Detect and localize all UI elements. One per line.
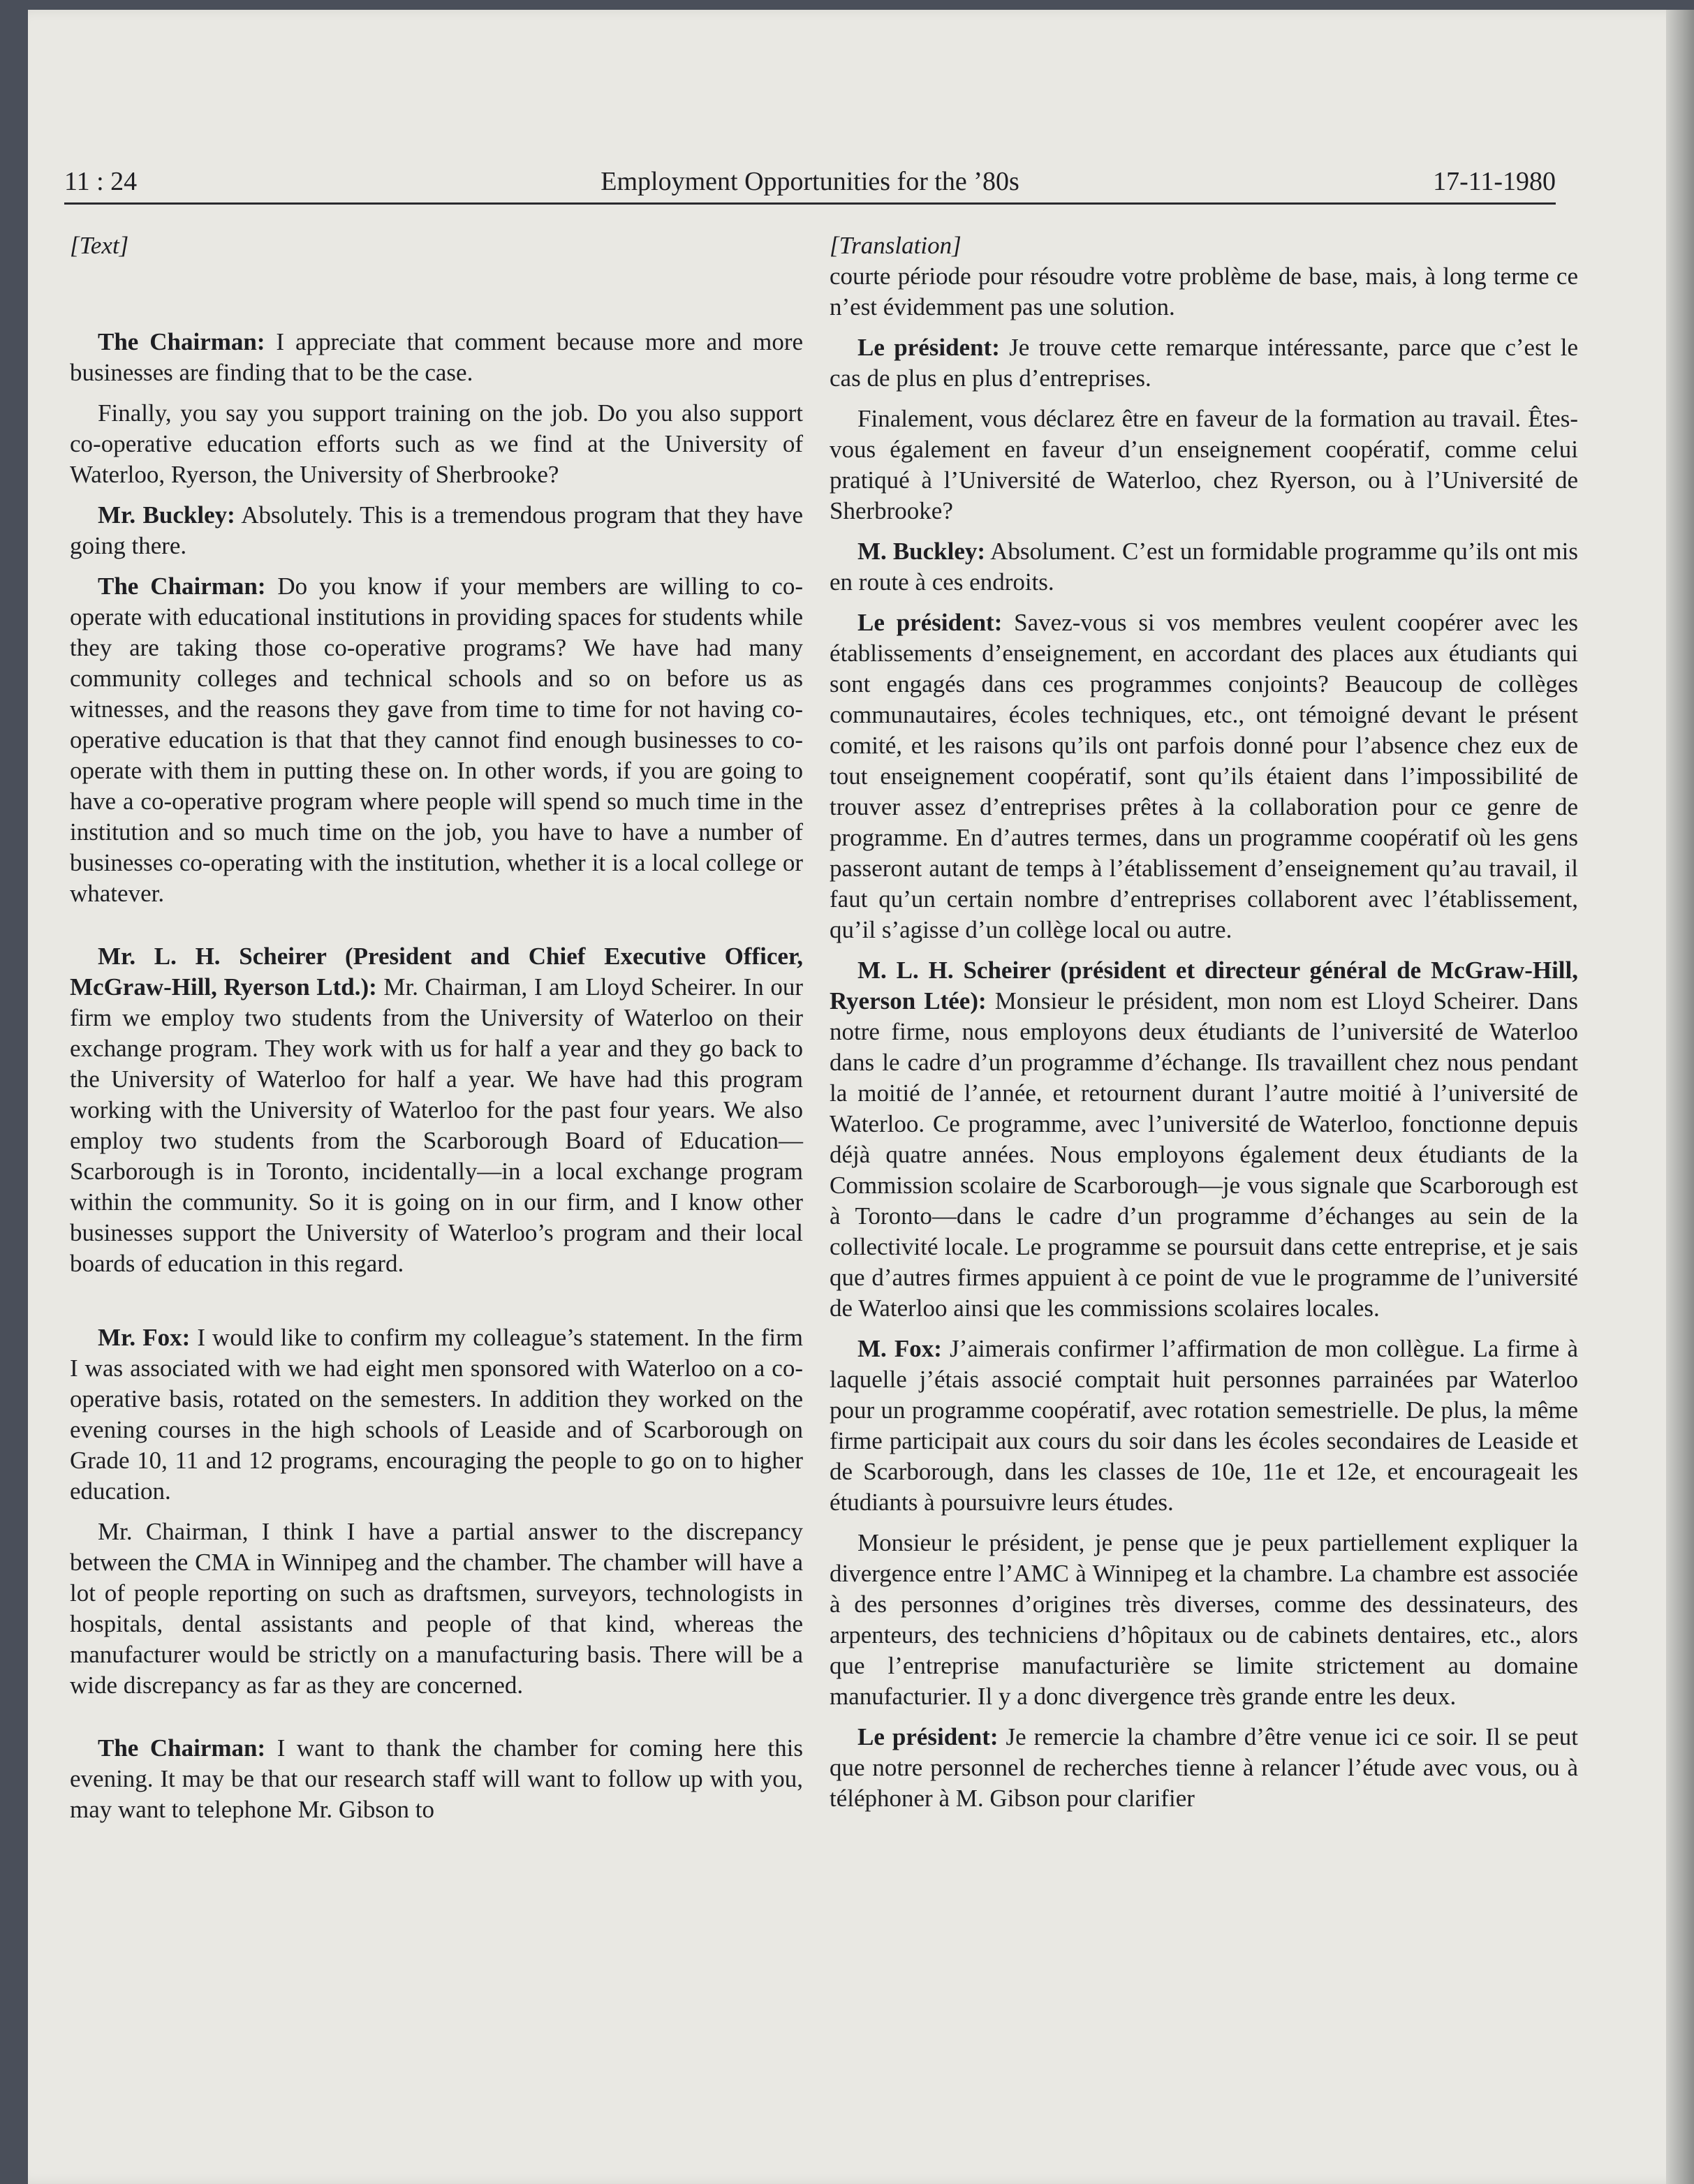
- speech-text: I want to thank the chamber for coming here this evening. It may be that our research staff will want to follow up with you, may want to telephone Mr. Gibson to: [70, 1734, 803, 1823]
- paragraph: [70, 398, 803, 490]
- paragraph: [70, 327, 803, 388]
- speech-text: I appreciate that comment because more and more businesses are finding that to be the case.: [70, 328, 804, 386]
- text-marker: [Text]: [70, 232, 129, 259]
- speaker-name: Mr. Buckley:: [98, 501, 235, 529]
- paragraph: [70, 1517, 803, 1701]
- speech-text: Absolutely. This is a tremendous program that they have going there.: [70, 501, 803, 559]
- paragraph: [830, 1722, 1578, 1814]
- translation-marker: [Translation]: [830, 232, 962, 259]
- page-number: 11 : 24: [64, 167, 138, 196]
- page-edge: [1666, 10, 1694, 2184]
- paragraph: [70, 500, 803, 561]
- speech-text: Finalement, vous déclarez être en faveur de la formation au travail. Êtes-vous également en faveur d’un enseignement coopératif, comme celui pratiqué à l’Université de Waterloo, chez Ryerson, ou à l’Université de Sherbrooke?: [830, 405, 1578, 524]
- speaker-name: M. L. H. Scheirer (président et directeur général de McGraw-Hill, Ryerson Ltée):: [830, 957, 1578, 1014]
- speech-text: Je remercie la chambre d’être venue ici ce soir. Il se peut que notre personnel de recherches tienne à relancer l’étude avec vous, ou à téléphoner à M. Gibson pour clarifier: [830, 1723, 1578, 1812]
- speech-text: Do you know if your members are willing to co-operate with educational institutions in providing spaces for students while they are taking those co-operative programs? We have had many community colleges and technical schools and so on before us as witnesses, and the reasons they gave from time to time for not having co-operative education is that that they cannot find enough businesses to co-operate with them in putting these on. In other words, if you are going to have a co-operative program where people will spend so much time in the institution and so much time on the job, you have to have a number of businesses co-operating with the institution, whether it is a local college or whatever.: [70, 573, 803, 907]
- paragraph: [830, 261, 1578, 323]
- speech-text: Mr. Chairman, I think I have a partial answer to the discrepancy between the CMA in Winnipeg and the chamber. The chamber will have a lot of people reporting on such as draftsmen, surveyors, technologists in hospitals, dental assistants and people of that kind, whereas the manufacturer would be strictly on a manufacturing basis. There will be a wide discrepancy as far as they are concerned.: [70, 1518, 803, 1699]
- speaker-name: The Chairman:: [98, 1734, 266, 1762]
- french-column: [830, 230, 1578, 1824]
- speaker-name: The Chairman:: [98, 328, 265, 355]
- speech-text: J’aimerais confirmer l’affirmation de mon collègue. La firme à laquelle j’étais associé comptait huit personnes parrainées par Waterloo pour un programme coopératif, avec rotation semestrielle. De plus, la même firme participait aux cours du soir dans les écoles secondaires de Leaside et de Scarborough, dans les classes de 10e, 11e et 12e, et encourageait les étudiants à poursuivre leurs études.: [830, 1335, 1578, 1516]
- speech-text: Monsieur le président, mon nom est Lloyd Scheirer. Dans notre firme, nous employons deux étudiants de l’université de Waterloo dans le cadre d’un programme d’échange. Ils travaillent chez nous pendant la moitié de l’année, et retournent durant l’autre moitié à l’université de Waterloo. Ce programme, avec l’université de Waterloo, fonctionne depuis déjà quatre années. Nous employons également deux étudiants de la Commission scolaire de Scarborough—je vous signale que Scarborough est à Toronto—dans le cadre d’un programme d’échanges au sein de la collectivité locale. Le programme se poursuit dans cette entreprise, et je sais que d’autres firmes appuient à ce point de vue le programme de l’université de Waterloo ainsi que les commissions scolaires locales.: [830, 987, 1578, 1322]
- speech-text: Mr. Chairman, I am Lloyd Scheirer. In our firm we employ two students from the University of Waterloo on their exchange program. They work with us for half a year and they go back to the University of Waterloo for half a year. We have had this program working with the University of Waterloo for the past four years. We also employ two students from the Scarborough Board of Education—Scarborough is in Toronto, incidentally—in a local exchange program within the community. So it is going on in our firm, and I know other businesses support the University of Waterloo’s program and their local boards of education in this regard.: [70, 973, 803, 1277]
- paragraph: [830, 332, 1578, 394]
- paragraph: [70, 941, 803, 1279]
- speaker-name: Le président:: [857, 334, 1000, 361]
- speech-text: Savez-vous si vos membres veulent coopérer avec les établissements d’enseignement, en accordant des places aux étudiants qui sont engagés dans ces programmes conjoints? Beaucoup de collèges communautaires, écoles techniques, etc., ont témoigné devant le présent comité, et les raisons qu’ils ont parfois donné pour l’absence chez eux de tout enseignement coopératif, sont qu’ils étaient dans l’impossibilité de trouver assez d’entreprises prêtes à la collaboration pour ce genre de programme. En d’autres termes, dans un programme coopératif où les gens passeront autant de temps à l’établissement d’enseignement qu’au travail, il faut qu’un certain nombre d’entreprises collaborent avec l’établissement, qu’il s’agisse d’un collège local ou autre.: [830, 609, 1578, 943]
- speech-text: Monsieur le président, je pense que je peux partiellement expliquer la divergence entre l’AMC à Winnipeg et la chambre. La chambre est associée à des personnes d’origines très diverses, comme des dessinateurs, des arpenteurs, des techniciens d’hôpitaux ou de cabinets dentaires, etc., alors que l’entreprise manufacturière se limite strictement au domaine manufacturier. Il y a donc divergence très grande entre les deux.: [830, 1529, 1578, 1710]
- speaker-name: Le président:: [857, 1723, 999, 1750]
- paragraph: [830, 1528, 1578, 1712]
- speaker-name: M. Buckley:: [857, 538, 986, 565]
- speaker-name: Mr. L. H. Scheirer (President and Chief Executive Officer, McGraw-Hill, Ryerson Ltd.):: [70, 943, 803, 1001]
- paragraph: [70, 1733, 803, 1825]
- running-title: Employment Opportunities for the ’80s: [601, 167, 1019, 196]
- english-column: [70, 230, 803, 1835]
- paragraph: [830, 536, 1578, 598]
- speech-text: I would like to confirm my colleague’s statement. In the firm I was associated with we had eight men sponsored with Waterloo on a co-operative basis, rotated on the semesters. In addition they worked on the evening courses in the high schools of Leaside and of Scarborough on Grade 10, 11 and 12 programs, encouraging the people to go on to higher education.: [70, 1324, 803, 1505]
- paragraph: [830, 955, 1578, 1324]
- paragraph: [70, 571, 803, 909]
- paragraph: [830, 607, 1578, 945]
- speaker-name: M. Fox:: [857, 1335, 942, 1362]
- speaker-name: Mr. Fox:: [98, 1324, 191, 1351]
- speech-text: Finally, you say you support training on the job. Do you also support co-operative education efforts such as we find at the University of Waterloo, Ryerson, the University of Sherbrooke?: [70, 399, 803, 488]
- speech-text: courte période pour résoudre votre problème de base, mais, à long terme ce n’est évidemment pas une solution.: [830, 263, 1578, 320]
- page-date: 17-11-1980: [1433, 167, 1556, 196]
- paragraph: [830, 404, 1578, 526]
- speaker-name: The Chairman:: [98, 573, 266, 600]
- page-header: [64, 147, 1556, 205]
- speech-text: Je trouve cette remarque intéressante, parce que c’est le cas de plus en plus d’entreprises.: [830, 334, 1578, 392]
- paragraph: [830, 1334, 1578, 1518]
- speech-text: Absolument. C’est un formidable programme qu’ils ont mis en route à ces endroits.: [830, 538, 1578, 596]
- paragraph: [70, 1322, 803, 1507]
- speaker-name: Le président:: [857, 609, 1003, 636]
